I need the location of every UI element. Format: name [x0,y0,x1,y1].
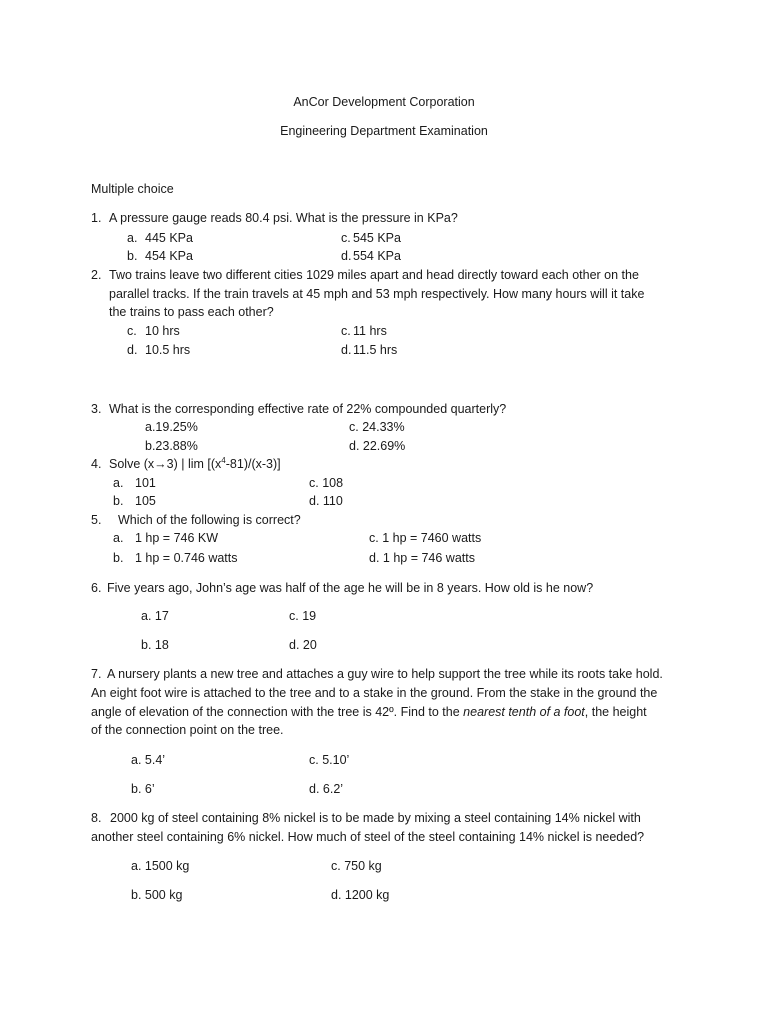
choice-text: 10.5 hrs [145,343,191,357]
question-text-line [91,703,647,721]
choice-text: c. 750 kg [331,859,382,873]
choice-text: b. 18 [141,638,169,652]
choice-letter: a. [127,231,138,245]
choice-letter: b. [113,494,124,508]
question-text: What is the corresponding effective rate of 22% compounded quarterly? [109,402,507,416]
choice-text: d. 20 [289,638,317,652]
question-text: A pressure gauge reads 80.4 psi. What is the pressure in KPa? [109,211,458,225]
question-text: Which of the following is correct? [118,513,301,527]
question-number: 8. [91,811,102,825]
choice-text: 545 KPa [353,231,401,245]
choice-letter: b. [113,551,124,565]
choice-letter: c. [127,324,137,338]
choice-text: a. 5.4’ [131,753,166,767]
question-text-emphasis: nearest tenth of a foot [463,705,585,719]
choice-text: c. 24.33% [349,420,405,434]
question-number: 7. [91,667,102,681]
choice-letter: d. [341,249,352,263]
choice-text: 101 [135,476,156,490]
question-number: 1. [91,211,102,225]
choice-letter: d. [341,343,352,357]
choice-text: 11 hrs [353,324,387,338]
choice-text: d. 22.69% [349,439,406,453]
choice-text: a. 17 [141,609,169,623]
question-text-part: -81)/(x-3)] [225,457,281,471]
choice-text: 11.5 hrs [353,343,398,357]
question-text-line: An eight foot wire is attached to the tree and to a stake in the ground. From the stake in the ground the [91,686,658,700]
choice-text: 10 hrs [145,324,180,338]
choice-text: b. 6’ [131,782,155,796]
question-text-line: another steel containing 6% nickel. How much of steel of the steel containing 14% nickel is needed? [91,830,645,844]
exponent: 4 [221,455,226,465]
question-text-part: angle of elevation of the connection with the tree is 42º. Find to the [91,705,464,719]
choice-text: 105 [135,494,156,508]
company-title: AnCor Development Corporation [293,95,475,109]
choice-text: d. 1200 kg [331,888,390,902]
choice-text: 554 KPa [353,249,401,263]
question-text-line: 2000 kg of steel containing 8% nickel is to be made by mixing a steel containing 14% nickel with [110,811,641,825]
choice-letter: d. [127,343,138,357]
choice-text: d. 1 hp = 746 watts [369,551,475,565]
question-number: 5. [91,513,102,527]
question-text-part: Solve (x [109,457,155,471]
choice-text: d. 6.2’ [309,782,344,796]
choice-text: c. 19 [289,609,317,623]
choice-text: 1 hp = 746 KW [135,531,219,545]
exam-title: Engineering Department Examination [280,124,488,138]
question-text-part: 3) | lim [(x [166,457,222,471]
question-number: 4. [91,457,102,471]
choice-text: c. 108 [309,476,344,490]
choice-letter: c. [341,324,351,338]
choice-text: a. 1500 kg [131,859,190,873]
choice-text: b. 500 kg [131,888,183,902]
question-text-line: Two trains leave two different cities 1029 miles apart and head directly toward each other on the [109,268,639,282]
choice-text: b.23.88% [145,439,198,453]
question-number: 3. [91,402,102,416]
question-text-line: of the connection point on the tree. [91,723,284,737]
question-text: Five years ago, John’s age was half of the age he will be in 8 years. How old is he now? [107,581,594,595]
choice-text: c. 1 hp = 7460 watts [369,531,482,545]
choice-text: 445 KPa [145,231,193,245]
choice-letter: b. [127,249,138,263]
choice-letter: c. [341,231,351,245]
question-number: 2. [91,268,102,282]
choice-letter: a. [113,531,124,545]
choice-text: a.19.25% [145,420,198,434]
section-heading: Multiple choice [91,182,174,196]
choice-letter: a. [113,476,124,490]
question-text-line: A nursery plants a new tree and attaches a guy wire to help support the tree while its roots take hold. [107,667,663,681]
choice-text: 454 KPa [145,249,193,263]
question-number: 6. [91,581,102,595]
question-text-line: the trains to pass each other? [109,305,274,319]
question-text-line: parallel tracks. If the train travels at 45 mph and 53 mph respectively. How many hours will it take [109,287,645,301]
choice-text: d. 110 [309,494,343,508]
choice-text: 1 hp = 0.746 watts [135,551,238,565]
choice-text: c. 5.10’ [309,753,350,767]
arrow-icon: → [154,457,167,471]
question-text [109,455,281,473]
question-text-part: , the height [584,705,647,719]
